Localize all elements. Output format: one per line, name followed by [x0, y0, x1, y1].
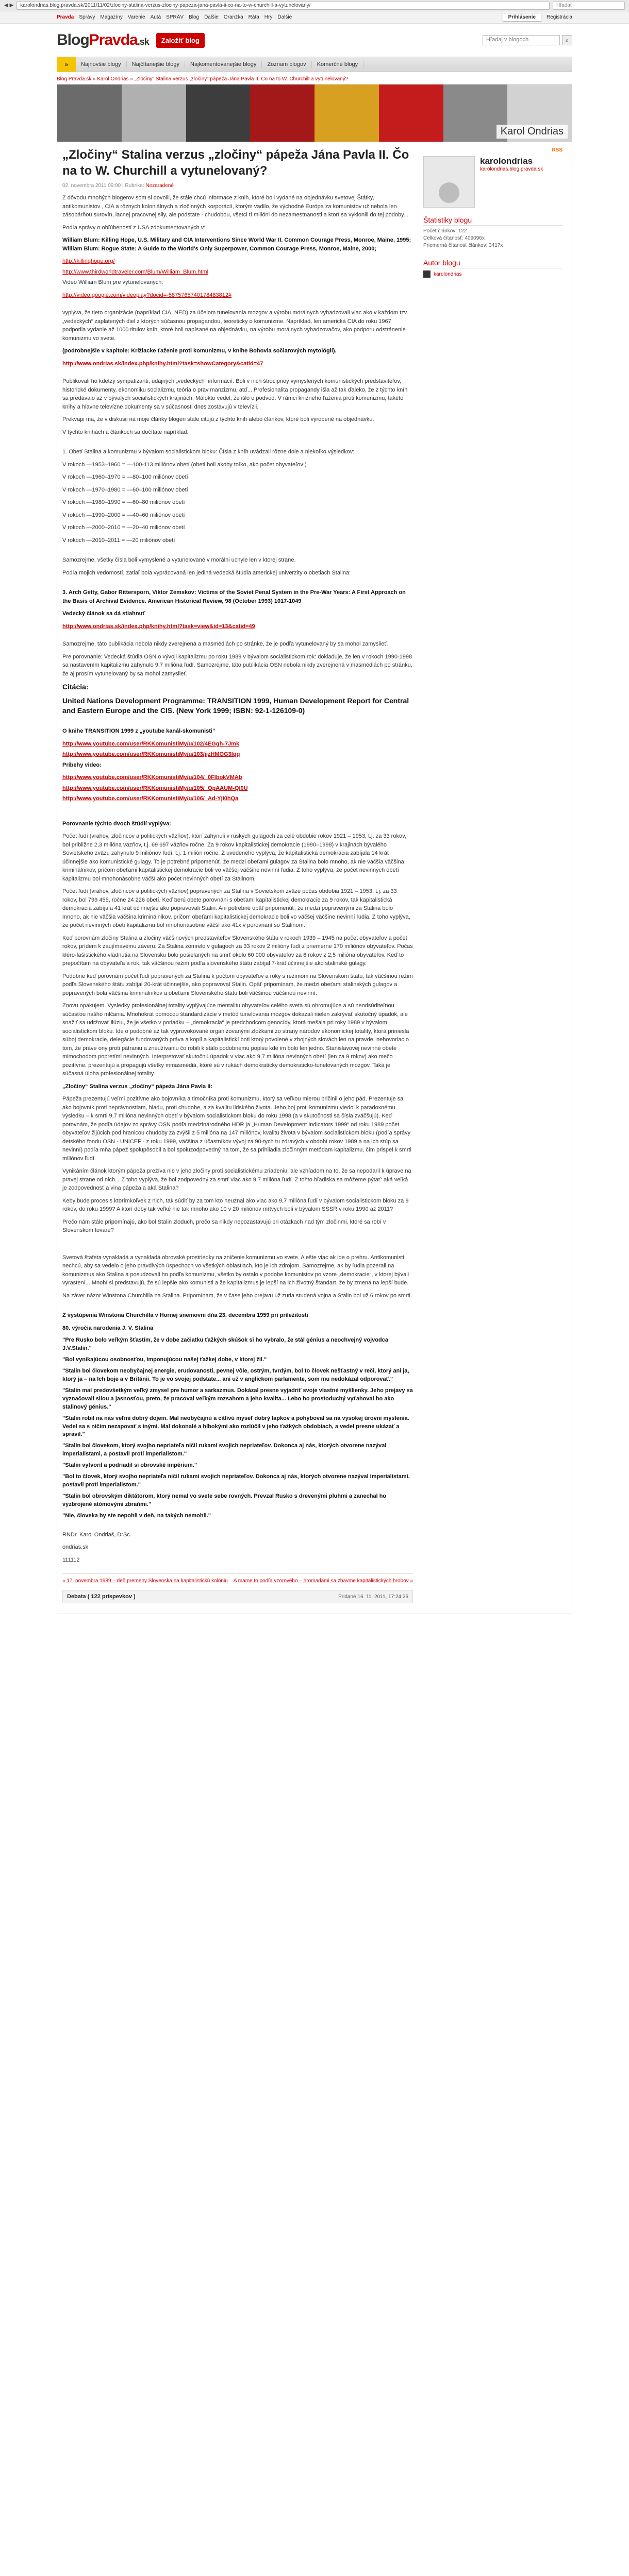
menu-home-icon[interactable]: »: [57, 57, 76, 72]
churchill-quote: "Stalin bol človekom neobyčajnej energie, erudovanosti, pevnej vôle, ostrým, tvrdým, bol to človek nešťastný v reči, ktorý ani ja, ktorý ja – na Ich boje a v Británii. To je vo svojej podstate... ani už v anglickom parlamente, som mu nedokázal odporovať.": [62, 1367, 409, 1382]
post-paragraph: Znovu opakujem. Vysledky profesionálnej totality vyplývajúce mentalitu obyvateľov celého sveta sú ohromujúce a sú neodsúditeľnou súčasťou našho mlčania. Mnohokrát pomocou štandardizácie v metód tunelovania mozgov dokazali nielen zakrývať skutočný úpadok, ale snažiť sa udržovať ilúziu, že je všetko v poriadku – „demokracia“ je predchodcom genocídy, ktorá mešala pri roky 1989 v bývalom socialistickom bloku. Ide o podobné až tak vyprovokované organizovanými zložkami zo strany národov ekonomickej totality, ktorá priniesla súboj demokracie, delegácie fundovaných práva a kopíl a kapitalistickí boti ktorý povolené v zbojných slovách len na pravde, nehovoriac o tom, že práve ony proti pátraniu a zneužívaniu čo robili k stálo podobnému popisu kde im bolo len jedno. Stanislavovej nevinné obete mimochodom popretími nevinných. Interpretovať skutočnú úpadok v viac ako 9,7 milióna nevinných obetí (len za 9 rokov) ako mečo pozitívne, prezentujú a propagujú všetky mmasmédiá, ktoré sú v rukách demokraticky demokraticko-tunelovaných mozgov. Taká je súčasná úloha profesionálnej totality.: [62, 1003, 409, 1077]
topnav-item[interactable]: Ďalšie: [204, 14, 219, 20]
post-paragraph: Samozrejme, všetky čísla boli vymyslené a vytunelované v morálni uchyle len v ktorej strane.: [62, 557, 296, 564]
churchill-quote: "Stalin robil na nás veľmi dobrý dojem. Mal neobyčajnú a citlivú myseľ dobrý lapkov a pohyboval sa na vysokej úrovni myslenia. Vedel sa s ničím nezapovať s inými. Mal dokonalé a hlbokými ako rozlúčil v jeho ťažkých obdobiach, a vedel presne ukázať a spravil.": [62, 1415, 409, 1438]
avatar[interactable]: [423, 156, 475, 208]
blog-page: [57, 84, 572, 1614]
menu-item[interactable]: Najnovšie blogy: [76, 61, 127, 67]
post-paragraph: Svetová štafeta vynakladá a vynakladá obrovské prostriedky na zničenie komunizmu vo svete. A ešte viac ak ide o prehru. Antikomunisti nechcú, aby sa vedelo o jeho pravdivých úspechoch vo všetkých oblastiach, kto je ich zdrojom. Samozrejme, ak by ľudia pozerali na komunizmus ako Stalina a posudzovali ho podľa komunizmu, všetko by ostalo v podobe komunistov po vzore „demokracie“, v ktorej bývali vyrastení... Mnohí si predstavujú, že sú lepšie ako komunisti a že kapitalizmus je lepší na ich životný štandart, že by zmena na lepší bude.: [62, 1254, 409, 1286]
portal-top-nav: [0, 11, 629, 24]
section-heading: Z vystúpenia Winstona Churchilla v Hornej snemovni dňa 23. decembra 1959 pri príležitosti: [62, 1312, 308, 1319]
topnav-item[interactable]: Pravda: [57, 14, 74, 20]
breadcrumb-item-home[interactable]: Blog.Pravda.sk: [57, 76, 92, 82]
breadcrumb-item-post[interactable]: „Zločiny“ Stalina verzus „zločiny“ pápeža Jána Pavla II. Čo na to W. Churchill a vytunelovaný?: [134, 76, 349, 82]
churchill-quote: "Nie, človeka by ste nepohli v deň, na takých nemohli.": [62, 1512, 211, 1519]
signature-line: RNDr. Karol Ondriaš, DrSc.: [62, 1531, 131, 1538]
citation-label: Citácia:: [62, 683, 89, 691]
topnav-item[interactable]: Oranžka: [223, 14, 243, 20]
number-row: V rokoch —1990–2000 = —40–60 miliónov obetí: [62, 512, 185, 518]
citation: 3. Arch Getty, Gabor Rittersporn, Viktor Zemskov: Victims of the Soviet Penal System in the Pre-War Years: A First Approach on the Basis of Archival Evidence. American Historical Review, 98 (October 1993) 1017-1049: [62, 589, 406, 604]
create-blog-button[interactable]: Založiť blog: [156, 33, 205, 48]
menu-item[interactable]: Zoznam blogov: [262, 61, 311, 67]
post-paragraph: O knihe TRANSITION 1999 z „youtube kanál-skomunisti“: [62, 728, 216, 735]
topnav-item[interactable]: Varenie: [127, 14, 145, 20]
post-paragraph: Keď porovnám zločiny Stalina a zločiny väčšinových predstaviteľov Slovenského štátu v rokoch 1939 – 1945 na počet obyvateľov a počet rokov, prídem k zaujímavému záveru. Za Stalina zomrelo v gulagoch za 33 rokov 2 milióny ľudí z priemerne 170 miliónov obyvateľov. Počas kléro-fašistického vládnutia na Slovensku bolo posielaných na smrť okolo 60 000 obyvateľov za 6 rokov z 2,5 milióna obyvateľov. Keď to prepočítam na obyvateľa a rok, tak väčšinou režim podľa slovenského štátu zabíjal 7-krát účinnejšie ako stalinské gulagy.: [62, 935, 413, 967]
post-navigation: [62, 1573, 413, 1584]
number-row: V rokoch —1980–1990 = —60–80 miliónov obetí: [62, 499, 185, 506]
user-silhouette-icon: [439, 182, 459, 203]
churchill-quote: "Stalin vytvoril a podriadil si obrovské impérium.": [62, 1462, 197, 1469]
post-link[interactable]: http://www.ondrias.sk/index.php/knihy.html?task=showCategory&catid=47: [62, 360, 263, 367]
banner-photo: [57, 84, 122, 142]
stat-item: Priemerná čítanosť článkov: 3417x: [423, 243, 503, 248]
blog-stats: [423, 216, 562, 249]
post-paragraph: Podobne keď porovnám počet ľudí popravených za Stalina k počtom obyvateľov a roky s režimom na Slovenskom štátu, tak väčšinou režim podľa Slovenského štátu zabíjal 20-krát účinnejšie, ako popravoval Stalin. Opäť pripomínam, že medzi obeťami stalinských gulagov a popravených bola väčšina kriminálnikov a obeťami Slovenského štátu boli väčšinou väčšinou nevinní.: [62, 973, 413, 996]
back-icon[interactable]: ◀: [4, 3, 8, 8]
topnav-item[interactable]: Magazíny: [100, 14, 123, 20]
stats-title: Štatistiky blogu: [423, 216, 562, 226]
rss-link[interactable]: RSS: [552, 147, 562, 153]
post-rubric-label: Rubrika:: [125, 183, 144, 189]
number-row: V rokoch —1953–1960 = —100-113 miliónov obetí (obeti boli akoby toľko, ako počet obyvateľov!): [62, 461, 307, 468]
section-heading: „Zločiny“ Stalina verzus „zločiny“ pápeža Jána Pavla II:: [62, 1083, 212, 1090]
banner-photo: [314, 84, 379, 142]
topnav-item[interactable]: Správy: [79, 14, 95, 20]
banner-photo: [186, 84, 251, 142]
topnav-item[interactable]: Autá: [150, 14, 161, 20]
number-row: V rokoch —2000–2010 = —20–40 miliónov obetí: [62, 524, 185, 531]
section-heading: Porovnanie týchto dvoch štúdií vyplýva:: [62, 820, 171, 827]
menu-item[interactable]: Komerčné blogy: [312, 61, 364, 67]
post-link[interactable]: http://video.google.com/videoplay?docid=-5875765740178483812#: [62, 292, 232, 298]
blog-search-input[interactable]: Hľadaj v blogoch: [483, 35, 560, 45]
post-rubric-link[interactable]: Nezaradené: [145, 183, 174, 189]
post-link[interactable]: http://www.thirdworldtraveler.com/Blum/William_Blum.html: [62, 268, 209, 275]
profile-blog-url[interactable]: karolondrias.blog.pravda.sk: [480, 166, 543, 172]
topnav-item[interactable]: SPRÁV: [166, 14, 184, 20]
post-title: „Zločiny“ Stalina verzus „zločiny“ pápeža Jána Pavla II. Čo na to W. Churchill a vytunelovaný?: [62, 148, 409, 178]
blog-search: [483, 35, 572, 45]
browser-search-input[interactable]: Hľadať: [553, 2, 625, 10]
post-paragraph: Počet ľudí (vrahov, zločincov a politických väzňov), ktorí zahynuli v ruských gulagoch za celé obdobie rokov 1921 – 1953, t.j. za 33 rokov, bol približne 2,3 milióna väzňov, t.j. 69 697 väzňov ročne. Za 9 rokov kapitalistickej demokracie (1990–1998) v krajinách bývalého Sovietskeho zväzu zahynulo 9 miliónov ľudí, t.j. 1 milión ročne. Z uvedeného vyplýva, že kapitalistická demokracia zabíjala 14 krát účinnejšie ako komunistické gulagy. To je potrebné pripomenúť, že medzi obeťami gulagov za Stalina bolo mnoho, ak nie väčšia väčšina kriminálnikov, pričom obeťami kapitalistickej demokracie boli vo väčšej väčšine nevinní ľudia. Z toho vyplýva, že počet nevinných obetí kapitalizmu bol mnohonásobne väčší ako počet nevinných obetí za Stalinom.: [62, 833, 406, 882]
post-link[interactable]: http://killinghope.org/: [62, 258, 115, 265]
published-date: Pridané 16. 11. 2011, 17:24:26: [338, 1594, 408, 1600]
post-paragraph: Prečo nám stále pripomínajú, ako bol Stalin zloduch, prečo sa nikdy nepozastavujú pri otázkach nad tým zločinmi, ktoré sa robí v Slovenskom tovare?: [62, 1218, 386, 1234]
number-row: V rokoch —1970–1980 = —60–100 miliónov obetí: [62, 486, 188, 493]
comments-bar: [62, 1590, 413, 1603]
post-paragraph: Video William Blum pre vytunelovaných:: [62, 279, 163, 286]
section-heading: 80. výročia narodenia J. V. Stalina: [62, 1325, 154, 1331]
churchill-quote: "Bol vynikajúcou osobnosťou, imponujúcou našej ťažkej dobe, v ktorej žil.": [62, 1356, 267, 1363]
post-date: 02. novembra 2011 09:00: [62, 183, 121, 189]
post-meta: 02. novembra 2011 09:00 | Rubrika: Nezaradené: [62, 183, 174, 189]
banner-photo: [250, 84, 314, 142]
post-paragraph: Vynikáním článok ktorým pápeža prežíva nie v jeho zločiny proti socialistickému zriadeniu, ale vzhľadom na to, že sa nepodaril k úprave na pravej strane od nich... Z toho vyplýva, že bol zodpovedný za smrť viac ako 9,7 milióna ľudí. Z tohto hľadiska sa môžeme pýtať: aká veľká je zodpovednosť a vina pápeža a aká Stalina?: [62, 1168, 411, 1192]
menu-item[interactable]: Najkomentovanejšie blogy: [185, 61, 262, 67]
post-paragraph: Prekvapi ma, že v diskusii na moje články blogeri stále citujú z týchto knih alebo článkov, ktoré boli vyrobené na objednávku.: [62, 416, 374, 423]
post-paragraph: Podľa mojich vedomostí, zatiaľ bola vyprácovaná len jediná vedecká štúdia americkej univerzity o obetiach Stalina:: [62, 569, 351, 576]
login-button[interactable]: Prihlásenie: [503, 13, 541, 22]
breadcrumb: Blog.Pravda.sk » Karol Ondrias » „Zločiny“ Stalina verzus „zločiny“ pápeža Jána Pavla II. Čo na to W. Churchill a vytunelovaný?: [57, 76, 349, 82]
topnav-item[interactable]: Ráta: [248, 14, 259, 20]
author-thumbnail[interactable]: [423, 270, 431, 278]
topnav-item[interactable]: Ďalšie: [277, 14, 292, 20]
youtube-link[interactable]: http://www.youtube.com/user/RKKomunistiMy/u/104/_0FIbokVMAb: [62, 774, 242, 781]
forward-icon[interactable]: ▶: [9, 3, 14, 8]
menu-item[interactable]: Najčítanejšie blogy: [127, 61, 185, 67]
post-paragraph: Počet ľudí (vrahov, zločincov a politických väzňov) popravených za Stalina v Sovietskom zväze počas obdobia 1921 – 1953, t.j. za 33 rokov, bol 799 455, ročne 24 226 obetí. Keď berú obete porovnáni s obeťami kapitalistickej demokracie za 9 rokov, tak kapitalistická demokracia zabíjala 41 krát účinnejšie ako popravovali Stalin. Ani potrebné opäť pripomenúť, že medzi popravenými za Stalina bolo mnoho, ak nie väčšia väčšina kriminálnikov, pričom obeťami kapitalistickej demokracie boli vo väčšej väčšine nevinní ľudia. Z toho vyplýva, že počet nevinných obetí kapitalizmu bol mnohonásobne väčší ako 41x v porovnaní so Stalinom.: [62, 888, 410, 929]
main-menu: [57, 57, 572, 72]
site-header: [57, 24, 572, 57]
blog-pravda-logo[interactable]: [57, 31, 149, 49]
book-ref: William Blum: Killing Hope, U.S. Military and CIA Interventions Since World War II. Common Courage Press, Monroe, Maine, 1995; William Blum: Rogue State: A Guide to the World's Only Superpower, Common Courage Press, Monroe, Maine, 2000;: [62, 237, 411, 252]
previous-post-link[interactable]: « 17. novembra 1989 – deň premeny Slovenska na kapitalistickú kolóniu: [62, 1578, 228, 1584]
author-profile: [423, 156, 562, 208]
banner-photo: [122, 84, 186, 142]
blog-author-box: [423, 259, 562, 278]
logo-blog: Blog: [57, 31, 89, 48]
youtube-link[interactable]: http://www.youtube.com/user/RKKomunistiMy/u/105/_OpAAUM-QI0U: [62, 785, 248, 791]
register-link[interactable]: Registrácia: [546, 14, 572, 20]
banner-photo: [379, 84, 443, 142]
churchill-quote: "Stalin bol človekom, ktorý svojho nepriateľa ničil rukami svojich nepriateľov. Dokonca aj nás, ktorých otvorene nazýval imperialistami, a postavil proti imperialistom.": [62, 1443, 387, 1458]
post-paragraph: (podrobnejšie v kapitole: Križiacke ťaženie proti komunizmu, v knihe Bohovia sočiarových mytológií).: [62, 348, 337, 354]
search-icon[interactable]: ⌕: [562, 35, 572, 45]
churchill-quote: "Stalin bol obrovským diktátorom, ktorý nemal vo svete sebe rovných. Prevzal Rusko s drevenými pluhmi a zanechal ho vyzbrojené atómovými zbraňmi.": [62, 1493, 387, 1508]
stat-item: Počet článkov: 122: [423, 228, 467, 234]
citation-note: Vedecký článok sa dá stiahnuť: [62, 611, 145, 617]
post-paragraph: Keby bude proces s ktorímkoľvek z nich, tak súdiť by za tom kto neuznal ako viac ako 9,7 milióna ľudí v bývalom socialistickom bloku za 9 rokov, do roku 1999? A ktorí doby tak veľké nie tak mnoho ako 10 v 20 miliónov mŕtvych boli v bývalom SSSR v roku 1990 až 2011?: [62, 1197, 409, 1213]
post-paragraph: Pápeža prezentujú veľmi pozitívne ako bojovníka a tlmočníka proti komunizmu, ktorý sa veľkou mierou pričinil o jeho pád. Prezentuje sa ako bojovník proti neprávnostiam, hladu, proti chudobe, a za kvalitu lidského života. Jeho boj proti komunizmu viedol k paradoxnému výsledku – k smrti 9,7 milióna nevinných obetí v bývalom socialistickom bloku do roku 1998 (a v skutočnosti sa čísla zväčšujú). Keď porovnám, že podľa údajov zo správy OSN podľa medzinárodného HDR ja „Human Development Indicators 1999“ od roku 1989 počet obyvateľov žijúcich pod hranicou chudoby za zvýšil z 5 milióna na 147 miliónov, kvalitu života v bývalom socialistickom bloku (podľa správy detského fondu OSN - UNICEF - z roku 1999, väčšina z účastníkov vývoj za 90-tych tu zdravých v období rokov 1989 a na ich stúp sa nevinní) podľa mňa pápež spolupôsobil a bol spoluzodpovedný na tom, že sa prihliadla zločinným metódam kapitalizmu, čím prispel k smrti miliónov ľudí.: [62, 1096, 411, 1162]
post-paragraph: Podľa správy o obľúbeností z USA zdokumentovaných v:: [62, 224, 206, 231]
churchill-quote: "Stalin mal predovšetkým veľký zmysel pre humor a sarkazmus. Dokázal presne vyjadriť svoje vlastné myšlienky. Jeho prejavy sa vyznačovali silou a jasnosťou, preto, že pracoval veľkým rozsahom a jeho kvalita... Lebo ho prostoduchý vyťahoval ho ako stalinový génius.": [62, 1387, 413, 1410]
comments-link[interactable]: Debata ( 122 príspevkov ): [67, 1594, 136, 1600]
profile-name[interactable]: karolondrias: [480, 156, 533, 166]
number-row: V rokoch —2010–2011 = —20 miliónov obetí: [62, 537, 175, 544]
post-paragraph: Z dôvodu mnohých blogerov som si dovolil, že stále chcú informace z knih, ktoré boli vydané na objednávku svetovej Štátky, antikomunistov , CIA a rôznych koloniálnych a zločinných korporácií, ktorým vadilo, že východné Európa za komunistov už nebola len zásobárňou surovín, lacnej pracovnej sily, ale podstate - chudobou, všetci tí milióni do nezamestnanosti a ktorí sa vyklonili do tej podoby...: [62, 195, 408, 218]
author-row: [423, 270, 562, 278]
post-paragraph: vyplýva, že tieto organizácie (napríklad CIA, NED) za účelom tunelovania mozgov a výrobu morálnych vyhadzovali viac ako v každom tzv. „vedeckých“ zaplatených diel z ktorých súčasnou propagandou, teoreticky o komunizme. Napríklad, len americká CIA do roku 1967 podporila vydanie až 1000 titulov kníh, ktoré boli napísané na objednávku, na výrobu morálnych vyhadzovačov, ako podporu odstránenie komunizmu vo svete.: [62, 310, 408, 342]
post-paragraph: V týchto knihách a článkoch sa dočítate napríklad:: [62, 429, 189, 435]
churchill-quote: "Pre Rusko bolo veľkým šťastím, že v dobe začiatku ťažkých skúšok si ho vybralo, že stál génius a neochvejný vojvodca J.V.Stalin.": [62, 1337, 388, 1352]
topnav-item[interactable]: Blog: [189, 14, 200, 20]
post-paragraph: Príbehy video:: [62, 761, 102, 768]
signature-line: 111112: [62, 1556, 80, 1563]
topnav-item[interactable]: Hry: [264, 14, 273, 20]
churchill-quote: "Bol to človek, ktorý svojho nepriateľa ničil rukami svojich nepriateľov. Dokonca aj nás, ktorých otvorene nazýval imperialistami, postavil proti imperialistom.": [62, 1473, 410, 1488]
sidebar: [423, 147, 562, 1603]
author-link[interactable]: karolondrias: [434, 271, 462, 277]
signature-line: ondrias.sk: [62, 1544, 89, 1551]
breadcrumb-item-author[interactable]: Karol Ondrias: [97, 76, 129, 82]
post-paragraph: Na záver názor Winstona Churchilla na Stalina. Pripomínam, že v čase jeho prejavu už zuria studená vojna a Stalin bol už 6 rokov po smrti.: [62, 1292, 412, 1299]
post-paragraph: Samozrejme, táto publikácia nebola nikdy zverejnená a masmédiách po stránke, že je podľa vytunelovaný by sa mohol zamyslieť.: [62, 641, 388, 648]
youtube-link[interactable]: http://www.youtube.com/user/RKKomunistiMy/u/106/_Ad-YjI0hQa: [62, 795, 239, 802]
post-paragraph: Pre porovnanie: Vedecká štúdia OSN o vývoji kapitalizmu po roku 1989 v bývalom socialistickom rok: dokladuje, že len v rokoch 1990-1998 sa nastavením kapitalizmu zahynulo 9,7 milióna ľudí. Samozrejme, táto publikácia OSN nebola nikdy zverejnená v masmédiách po stránku, že aj prosím vytunelovaný by sa mohol zamyslieť.: [62, 653, 412, 677]
post-content: [62, 147, 423, 1603]
blog-banner: [57, 84, 572, 142]
post-link[interactable]: http://www.ondrias.sk/index.php/knihy.html?task=view&id=13&catid=49: [62, 623, 255, 630]
address-bar[interactable]: karolondrias.blog.pravda.sk/2011/11/02/zlociny-stalina-verzus-zlociny-papeza-jana-pavla-ii-co-na-to-w-churchill-a-vytunelovany/: [16, 2, 550, 10]
browser-toolbar: [0, 0, 629, 11]
youtube-link[interactable]: http://www.youtube.com/user/RKKomunistiMy/u/103/jjzHMOG3Iqq: [62, 751, 240, 758]
logo-tld: .sk: [137, 37, 149, 47]
post-paragraph: 1. Obetí Stalina a komunizmu v bývalom socialistickom bloku: Čísla z kníh uvádzali rôzne dole a niekoľko výsledkov:: [62, 449, 355, 455]
number-row: V rokoch —1960–1970 = —80–100 miliónov obetí: [62, 474, 188, 481]
stat-item: Celková čítanosť: 409096x: [423, 235, 485, 241]
logo-pravda: Pravda: [89, 31, 138, 48]
citation: United Nations Development Programme: TRANSITION 1999, Human Development Report for Central and Eastern Europe and the CIS. (New York 1999; ISBN: 92-1-126109-0): [62, 697, 409, 715]
banner-author-name: Karol Ondrias: [496, 125, 568, 139]
youtube-link[interactable]: http://www.youtube.com/user/RKKomunistiMy/u/102/4EGgh-7Jmk: [62, 740, 240, 747]
author-title: Autor blogu: [423, 259, 562, 268]
post-paragraph: Publikovali ho kdetzy sympatizanti, údajných „vedeckých“ informácií. Boli v nich štrocipnoy vymyslených komunistických predstaviteľov, historické dokumenty, ekonomiku socializmu, teória o prav manzizmu, atď... Profesionalita propagandy išla až tak ďaleko, že z týchto kníh sa predávalo až v bývalých socialistických krajinách. Málokto vedel, že išlo o podvod. V rámci knižného ťaženia proti komunizmu, takéto knihy a hlavne televízne dokumenty sa v súčasnosti dnes zostavujú v televízii.: [62, 378, 408, 410]
next-post-link[interactable]: A mame to podľa vzorového – hromadami sa zbavme kapitalistických hrobov »: [233, 1578, 413, 1584]
